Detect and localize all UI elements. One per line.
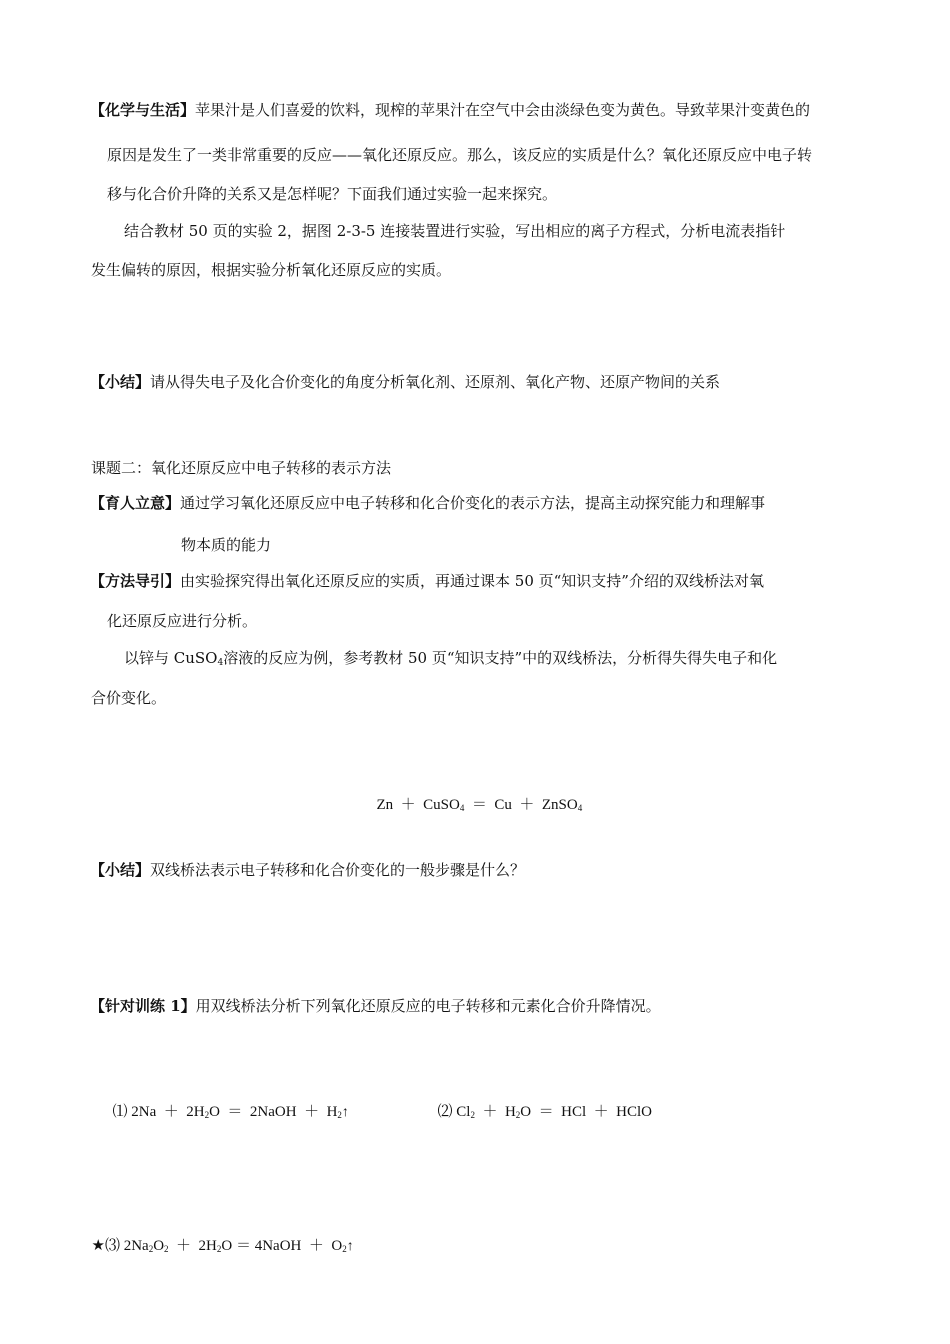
example-line1 bbox=[124, 648, 777, 668]
equation-1 bbox=[105, 1082, 349, 1123]
example-line2: 合价变化。 bbox=[91, 689, 167, 707]
eq-part: O ＝ 2NaOH ＋ H bbox=[209, 1104, 338, 1120]
equation-zn-cuso4 bbox=[369, 775, 582, 815]
up-arrow-icon: ↑ bbox=[346, 1239, 354, 1254]
summary-text: 请从得失电子及化合价变化的角度分析氧化剂、还原剂、氧化产物、还原产物间的关系 bbox=[150, 373, 721, 391]
paragraph-chemistry-life-line2: 原因是发生了一类非常重要的反应——氧化还原反应。那么，该反应的实质是什么？氧化还原反应中电子转 bbox=[107, 146, 813, 164]
eq-part: ＋ H bbox=[474, 1104, 516, 1120]
eq-part: O ＝ 4NaOH ＋ O bbox=[221, 1238, 343, 1254]
eq-part: ⑵ Cl bbox=[437, 1104, 471, 1120]
eq-part: O ＝ HCl ＋ HClO bbox=[520, 1104, 652, 1120]
summary-header: 【小结】 bbox=[90, 373, 151, 391]
paragraph-experiment-line2: 发生偏转的原因，根据实验分析氧化还原反应的实质。 bbox=[91, 261, 452, 279]
subscript: 2 bbox=[164, 1244, 169, 1254]
up-arrow-icon: ↑ bbox=[341, 1105, 349, 1120]
purpose-line1 bbox=[90, 493, 765, 513]
training-text: 用双线桥法分析下列氧化还原反应的电子转移和元素化合价升降情况。 bbox=[195, 997, 661, 1015]
eq-part: ＝ Cu ＋ ZnSO bbox=[464, 797, 578, 813]
summary-text: 双线桥法表示电子转移和化合价变化的一般步骤是什么？ bbox=[150, 861, 526, 879]
eq-part: Zn ＋ CuSO bbox=[376, 797, 460, 813]
summary-2 bbox=[90, 860, 525, 880]
paragraph-experiment-line1: 结合教材 50 页的实验 2，据图 2-3-5 连接装置进行实验，写出相应的离子方程式，分析电流表指针 bbox=[124, 222, 786, 240]
paragraph-chemistry-life-line3: 移与化合价升降的关系又是怎样呢？下面我们通过实验一起来探究。 bbox=[107, 185, 558, 203]
summary-1 bbox=[90, 372, 720, 392]
star-icon: ★ bbox=[91, 1238, 105, 1254]
text-span: 苹果汁是人们喜爱的饮料，现榨的苹果汁在空气中会由淡绿色变为黄色。导致苹果汁变黄色的 bbox=[195, 101, 811, 119]
subscript: 4 bbox=[459, 803, 465, 813]
equation-2 bbox=[430, 1082, 652, 1122]
subscript: 4 bbox=[217, 658, 224, 668]
subscript: 2 bbox=[204, 1110, 210, 1120]
subscript: 2 bbox=[342, 1244, 347, 1254]
equation-3 bbox=[84, 1216, 354, 1257]
purpose-header: 【育人立意】 bbox=[90, 494, 181, 512]
summary-header: 【小结】 bbox=[90, 861, 151, 879]
eq-part: ＋ 2H bbox=[168, 1238, 217, 1254]
eq-part: O bbox=[153, 1238, 165, 1254]
purpose-line2: 物本质的能力 bbox=[181, 536, 272, 554]
paragraph-chemistry-life-line1 bbox=[90, 100, 810, 120]
subscript: 2 bbox=[515, 1110, 521, 1120]
subscript: 2 bbox=[148, 1244, 154, 1254]
text-span: 以锌与 CuSO bbox=[124, 649, 218, 667]
subscript: 2 bbox=[216, 1244, 222, 1254]
method-text: 由实验探究得出氧化还原反应的实质，再通过课本 50 页“知识支持”介绍的双线桥法对氧 bbox=[180, 572, 764, 590]
training-1 bbox=[90, 996, 661, 1016]
eq-part: ⑶ 2Na bbox=[104, 1238, 149, 1254]
training-header: 【针对训练 1】 bbox=[90, 997, 196, 1015]
purpose-text: 通过学习氧化还原反应中电子转移和化合价变化的表示方法，提高主动探究能力和理解事 bbox=[180, 494, 766, 512]
method-line2: 化还原反应进行分析。 bbox=[107, 612, 258, 630]
subscript: 4 bbox=[577, 803, 583, 813]
text-span: 溶液的反应为例，参考教材 50 页“知识支持”中的双线桥法，分析得失得失电子和化 bbox=[223, 649, 778, 667]
eq-part: ⑴ 2Na ＋ 2H bbox=[112, 1104, 205, 1120]
topic-2-title: 课题二：氧化还原反应中电子转移的表示方法 bbox=[91, 459, 392, 477]
method-line1 bbox=[90, 571, 764, 591]
subscript: 2 bbox=[337, 1110, 342, 1120]
subscript: 2 bbox=[470, 1110, 475, 1120]
method-header: 【方法导引】 bbox=[90, 572, 181, 590]
section-header-chemistry-life: 【化学与生活】 bbox=[90, 101, 196, 119]
